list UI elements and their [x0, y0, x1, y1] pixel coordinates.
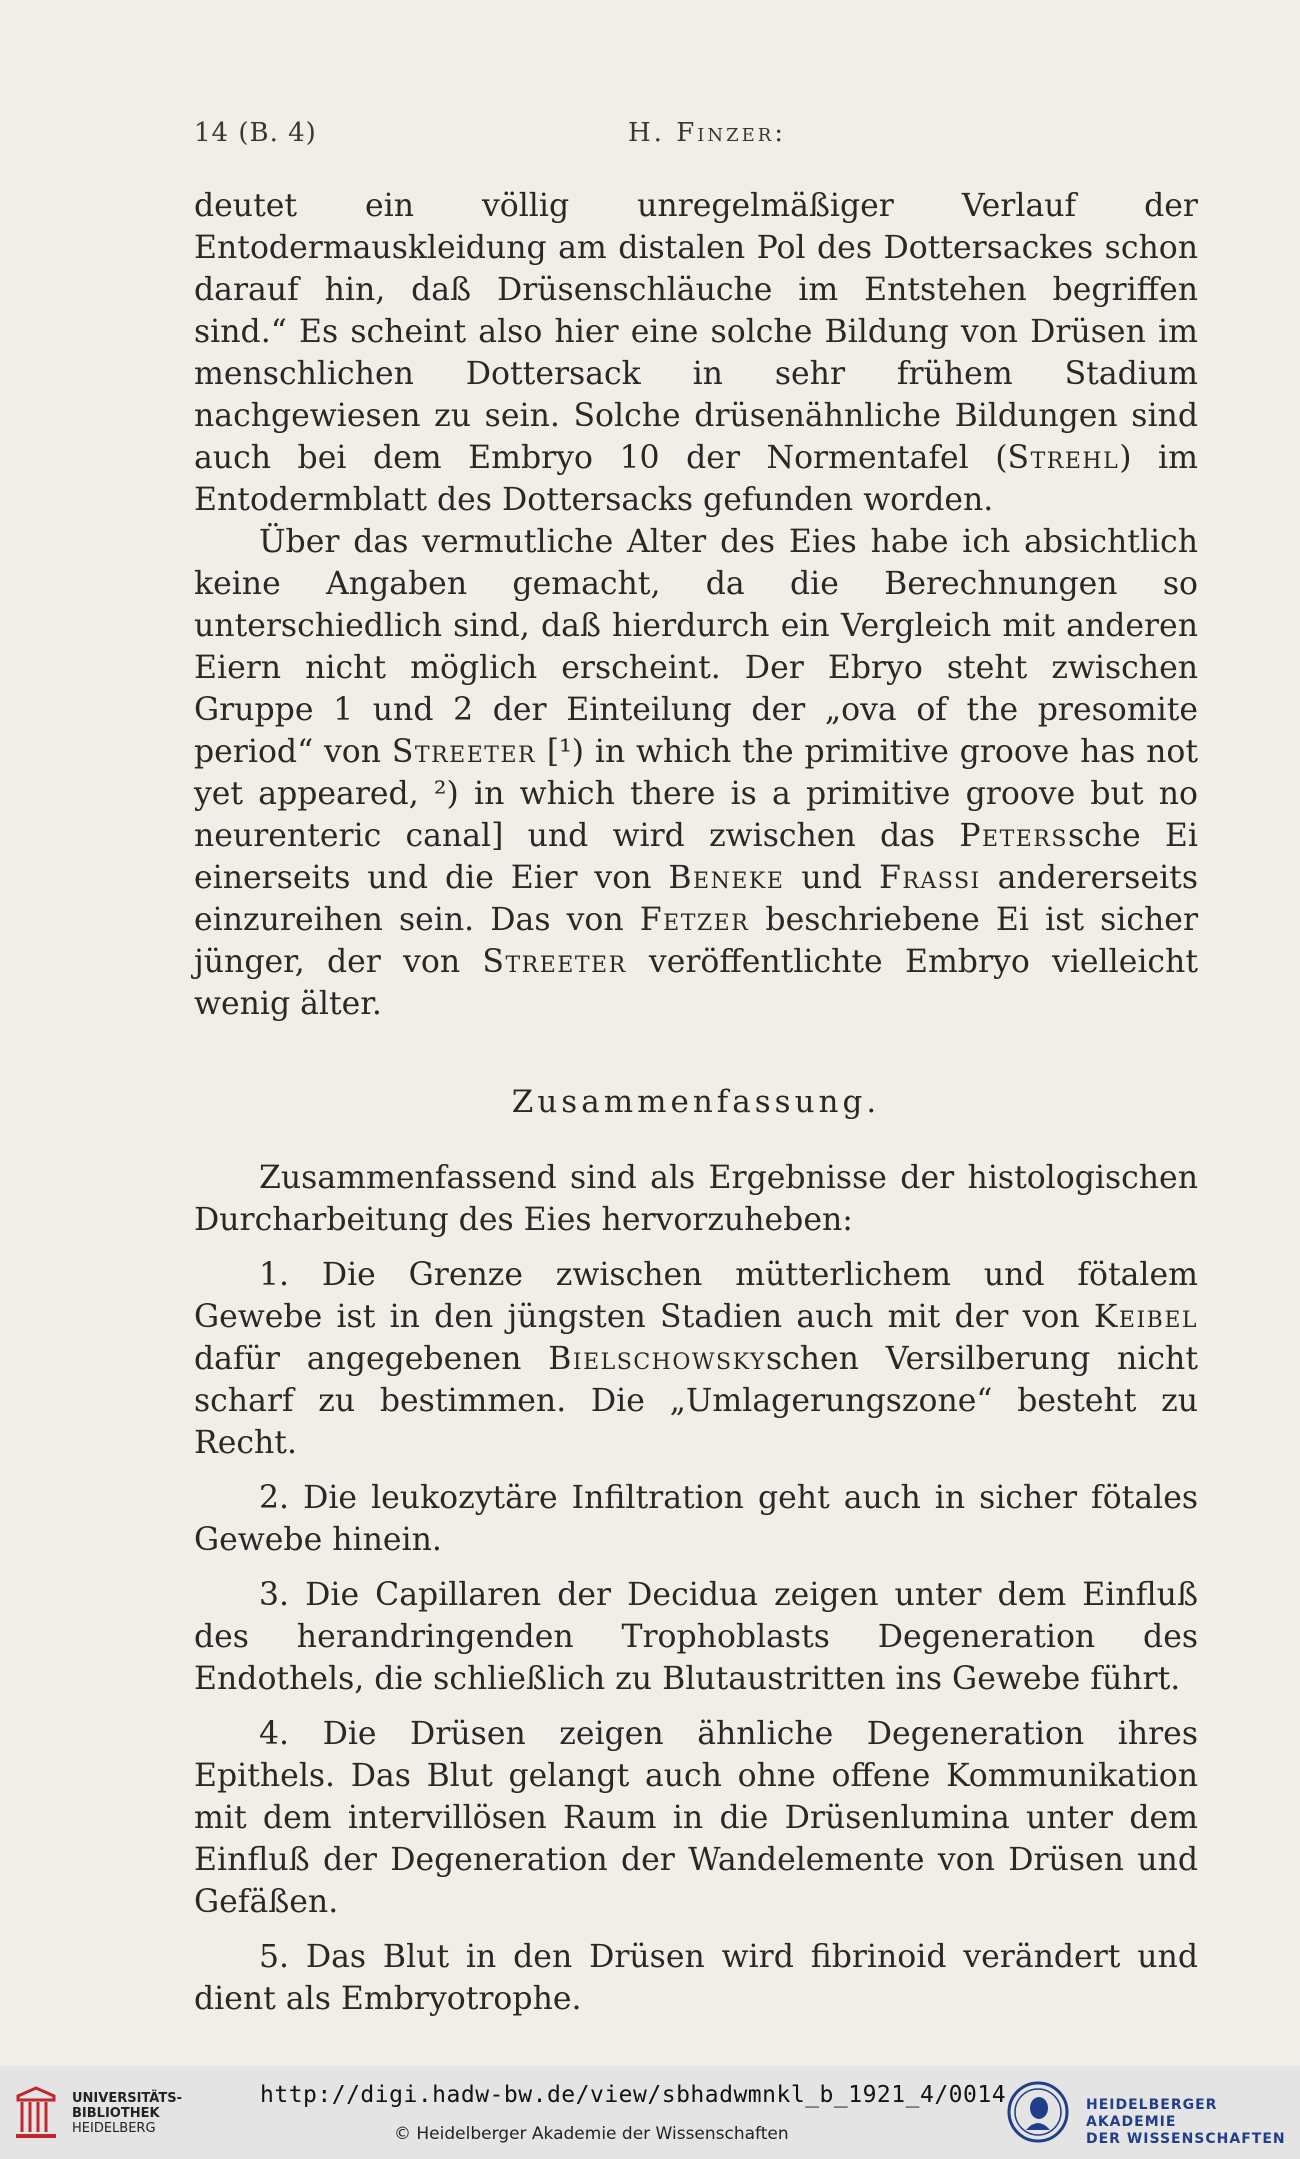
page-number: 14 (B. 4): [194, 118, 317, 148]
paragraph-continued: [194, 185, 1198, 521]
body-text: [194, 185, 1198, 2020]
copyright-notice: © Heidelberger Akademie der Wissenschaften: [394, 2124, 789, 2144]
summary-item-5: 5. Das Blut in den Drüsen wird fibrinoid verändert und dient als Embryotrophe.: [194, 1939, 1198, 2017]
author-name: Keibel: [1093, 1299, 1198, 1335]
text-run: deutet ein völlig unregelmäßiger Verlauf der Entodermauskleidung am distalen Pol des Dottersackes schon darauf hin, daß Drüsenschläuche im Entstehen begriffen sind.“ Es scheint also hier eine solche Bildung von Drüsen im menschlichen Dottersack in sehr frühem Stadium nachgewiesen zu sein. Solche drüsenähnliche Bildungen sind auch bei dem Embryo 10 der Normentafel (: [194, 188, 1198, 476]
text-run: andererseits einzureihen sein. Das von: [194, 860, 1198, 938]
academy-line: DER WISSENSCHAFTEN: [1086, 2131, 1286, 2147]
text-run: Über das vermutliche Alter des Eies habe ich absichtlich keine Angaben gemacht, da die Berechnungen so unterschiedlich sind, daß hierdurch ein Vergleich mit anderen Eiern nicht möglich erscheint. Der Ebryo steht zwischen Gruppe 1 und 2 der Einteilung der „ova of the presomite period“ von: [194, 524, 1198, 770]
summary-item-1: [194, 1254, 1198, 1464]
page-header: [194, 118, 1194, 158]
text-run: beschriebene Ei ist sicher jünger, der von: [194, 902, 1198, 980]
summary-item-2: 2. Die leukozytäre Infiltration geht auch in sicher fötales Gewebe hinein.: [194, 1480, 1198, 1558]
text-run: 1. Die Grenze zwischen mütterlichem und fötalem Gewebe ist in den jüngsten Stadien auch mit der von: [194, 1257, 1198, 1335]
author-name: Strehl: [1007, 440, 1120, 476]
author-name: Streeter: [482, 944, 627, 980]
summary-item-3: 3. Die Capillaren der Decidua zeigen unter dem Einfluß des herandringenden Trophoblasts Degeneration des Endothels, die schließlich zu Blutaustritten ins Gewebe führt.: [194, 1577, 1198, 1697]
hadw-seal-icon[interactable]: [1006, 2080, 1070, 2144]
author-name: Frassi: [878, 860, 981, 896]
footer-bar: [0, 2066, 1300, 2159]
text-run: [¹) in which the primitive groove has not yet appeared, ²) in which there is a primitive groove but no neurenteric canal] und wird zwischen das: [194, 734, 1199, 854]
summary-intro: Zusammenfassend sind als Ergebnisse der histologischen Durcharbeitung des Eies hervorzuheben:: [194, 1160, 1198, 1238]
author-name: Fetzer: [639, 902, 750, 938]
text-run: schen Versilberung nicht scharf zu bestimmen. Die „Umlagerungszone“ besteht zu Recht.: [194, 1341, 1198, 1461]
text-run: und: [784, 860, 879, 896]
ub-heidelberg-logo-icon[interactable]: [14, 2086, 58, 2142]
text-run: dafür angegebenen: [194, 1341, 549, 1377]
academy-line: HEIDELBERGER AKADEMIE: [1086, 2097, 1218, 2130]
running-title: H. Finzer:: [628, 118, 787, 148]
library-name[interactable]: [72, 2091, 182, 2136]
author-name: Peters: [959, 818, 1068, 854]
author-name: Streeter: [391, 734, 537, 770]
library-line: BIBLIOTHEK: [72, 2106, 160, 2121]
academy-name[interactable]: [1086, 2097, 1300, 2148]
text-run: ) im Entodermblatt des Dottersacks gefunden worden.: [194, 440, 1198, 518]
permalink-url[interactable]: http://digi.hadw-bw.de/view/sbhadwmnkl_b_1921_4/0014: [260, 2082, 1007, 2108]
summary-item-4: 4. Die Drüsen zeigen ähnliche Degeneration ihres Epithels. Das Blut gelangt auch ohne offene Kommunikation mit dem intervillösen Raum in die Drüsenlumina unter dem Einfluß der Degeneration der Wandelemente von Drüsen und Gefäßen.: [194, 1716, 1198, 1920]
library-line: HEIDELBERG: [72, 2121, 156, 2136]
author-name: Beneke: [668, 860, 785, 896]
text-run: sche Ei einerseits und die Eier von: [194, 818, 1198, 896]
text-run: veröffentlichte Embryo vielleicht wenig älter.: [194, 944, 1198, 1022]
author-name: Bielschowsky: [548, 1341, 766, 1377]
section-heading: Zusammenfassung.: [511, 1084, 881, 1120]
library-line: UNIVERSITÄTS-: [72, 2091, 182, 2106]
paragraph-age: [194, 521, 1198, 1025]
